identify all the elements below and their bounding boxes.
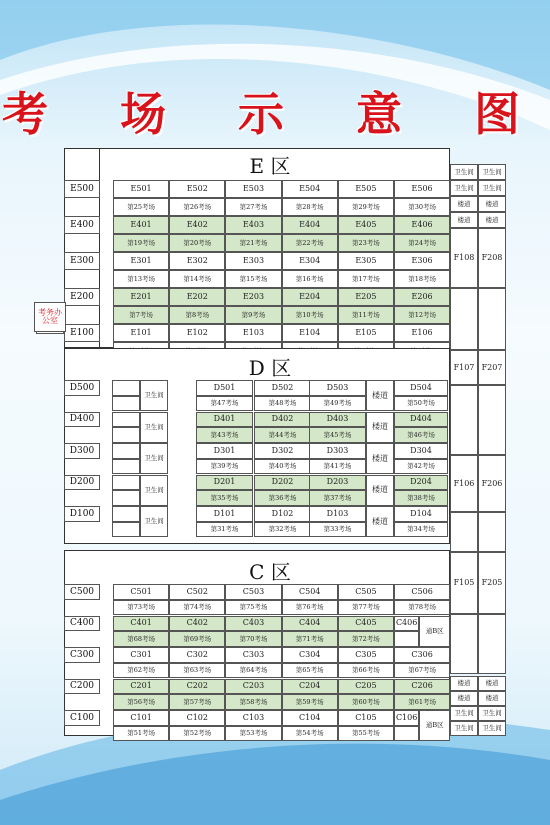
exam-hall: 第61考场 — [394, 694, 450, 710]
room-number: C105 — [338, 710, 394, 726]
floor-label: D300 — [64, 443, 100, 459]
room-number: E402 — [169, 216, 225, 234]
stair-label: 楼道 — [478, 691, 506, 706]
exam-hall: 第77考场 — [338, 600, 394, 616]
washroom-label: 卫生间 — [450, 721, 478, 736]
room-number: E102 — [169, 324, 225, 342]
stair-label: 楼道 — [450, 196, 478, 212]
stair-label: 楼道 — [366, 475, 394, 506]
building-label — [450, 614, 478, 674]
room-number: C506 — [394, 584, 450, 600]
stair-cell — [112, 459, 140, 475]
room-number: D401 — [196, 412, 253, 428]
room-number: E103 — [225, 324, 281, 342]
exam-hall: 第24考场 — [394, 234, 450, 252]
building-label — [478, 512, 506, 552]
room-number: E505 — [338, 180, 394, 198]
room-number: D302 — [254, 443, 311, 459]
section-c-title: C 区 — [249, 560, 291, 584]
room-number: E206 — [394, 288, 450, 306]
floor-label: D100 — [64, 506, 100, 522]
room-number: D301 — [196, 443, 253, 459]
exam-hall: 第34考场 — [394, 522, 448, 538]
room-number: C102 — [169, 710, 225, 726]
exam-hall: 第11考场 — [338, 306, 394, 324]
exam-hall: 第25考场 — [113, 198, 169, 216]
exam-hall: 第28考场 — [282, 198, 338, 216]
empty-cell — [394, 631, 419, 647]
room-number: D101 — [196, 506, 253, 522]
exam-hall: 第44考场 — [254, 427, 311, 443]
washroom-label: 卫生间 — [478, 180, 506, 196]
stair-cell — [112, 522, 140, 538]
stair-label: 楼道 — [478, 196, 506, 212]
room-number: E404 — [282, 216, 338, 234]
room-number: D404 — [394, 412, 448, 428]
room-number: D403 — [309, 412, 366, 428]
exam-hall: 第63考场 — [169, 663, 225, 679]
room-number: E305 — [338, 252, 394, 270]
room-number: E204 — [282, 288, 338, 306]
room-number: C402 — [169, 616, 225, 632]
exam-hall: 第22考场 — [282, 234, 338, 252]
room-number: E302 — [169, 252, 225, 270]
room-number: C505 — [338, 584, 394, 600]
exam-hall: 第33考场 — [309, 522, 366, 538]
room-number: E301 — [113, 252, 169, 270]
exam-hall: 第69考场 — [169, 631, 225, 647]
floor-label: D200 — [64, 475, 100, 491]
exam-hall: 第10考场 — [282, 306, 338, 324]
exam-hall: 第43考场 — [196, 427, 253, 443]
washroom-label: 卫生间 — [450, 706, 478, 721]
empty-cell — [394, 726, 419, 742]
exam-hall: 第31考场 — [196, 522, 253, 538]
exam-hall: 第52考场 — [169, 726, 225, 742]
building-label — [450, 385, 478, 455]
room-number: E506 — [394, 180, 450, 198]
stair-label: 楼道 — [366, 412, 394, 443]
room-number: E405 — [338, 216, 394, 234]
room-number: C502 — [169, 584, 225, 600]
room-number: D104 — [394, 506, 448, 522]
room-number: E304 — [282, 252, 338, 270]
building-label — [450, 288, 478, 350]
exam-hall: 第9考场 — [225, 306, 281, 324]
stair-cell — [112, 427, 140, 443]
exam-hall: 第8考场 — [169, 306, 225, 324]
room-number: C104 — [282, 710, 338, 726]
floor-label: C500 — [64, 584, 100, 600]
floor-label: C300 — [64, 647, 100, 663]
building-label: F105 — [450, 552, 478, 614]
exam-hall: 第27考场 — [225, 198, 281, 216]
exam-hall: 第67考场 — [394, 663, 450, 679]
stair-label: 楼道 — [478, 212, 506, 228]
building-label — [478, 385, 506, 455]
room-number: C501 — [113, 584, 169, 600]
room-number: C405 — [338, 616, 394, 632]
room-number: C403 — [225, 616, 281, 632]
room-number: E201 — [113, 288, 169, 306]
exam-hall: 第70考场 — [225, 631, 281, 647]
room-number: C303 — [225, 647, 281, 663]
building-label: F108 — [450, 228, 478, 288]
room-number: E303 — [225, 252, 281, 270]
room-number: C106 — [394, 710, 419, 726]
room-number: E501 — [113, 180, 169, 198]
exam-hall: 第12考场 — [394, 306, 450, 324]
room-number: C103 — [225, 710, 281, 726]
building-label: F206 — [478, 455, 506, 512]
floor-label: E400 — [64, 216, 100, 234]
exam-hall: 第32考场 — [254, 522, 311, 538]
room-number: C305 — [338, 647, 394, 663]
room-number: D402 — [254, 412, 311, 428]
washroom-label: 卫生间 — [478, 721, 506, 736]
room-number: D204 — [394, 475, 448, 491]
building-label — [450, 512, 478, 552]
room-number: E203 — [225, 288, 281, 306]
floor-label: C400 — [64, 616, 100, 632]
room-number: E306 — [394, 252, 450, 270]
exam-hall: 第65考场 — [282, 663, 338, 679]
exam-hall: 第75考场 — [225, 600, 281, 616]
exam-hall: 第51考场 — [113, 726, 169, 742]
room-number: D501 — [196, 380, 253, 396]
room-number: E205 — [338, 288, 394, 306]
pass-to-b: 通B区 — [419, 616, 450, 647]
room-number: D102 — [254, 506, 311, 522]
room-number: D503 — [309, 380, 366, 396]
room-number: C201 — [113, 679, 169, 695]
exam-hall: 第13考场 — [113, 270, 169, 288]
exam-hall: 第64考场 — [225, 663, 281, 679]
room-number: D103 — [309, 506, 366, 522]
room-number: C404 — [282, 616, 338, 632]
exam-hall: 第60考场 — [338, 694, 394, 710]
section-e-stair — [64, 148, 100, 348]
exam-hall: 第53考场 — [225, 726, 281, 742]
exam-hall: 第48考场 — [254, 396, 311, 412]
room-number: D304 — [394, 443, 448, 459]
exam-hall: 第71考场 — [282, 631, 338, 647]
floor-label: C200 — [64, 679, 100, 695]
exam-hall: 第40考场 — [254, 459, 311, 475]
room-number: E104 — [282, 324, 338, 342]
exam-hall: 第45考场 — [309, 427, 366, 443]
washroom-label: 卫生间 — [140, 443, 168, 474]
exam-hall: 第68考场 — [113, 631, 169, 647]
stair-cell — [112, 475, 140, 491]
exam-hall: 第21考场 — [225, 234, 281, 252]
room-number: D203 — [309, 475, 366, 491]
room-number: D504 — [394, 380, 448, 396]
room-number: E202 — [169, 288, 225, 306]
exam-hall: 第47考场 — [196, 396, 253, 412]
floor-label: E500 — [64, 180, 100, 198]
pass-to-b: 通B区 — [419, 710, 450, 741]
exam-hall: 第39考场 — [196, 459, 253, 475]
stair-label: 楼道 — [366, 506, 394, 537]
room-number: E401 — [113, 216, 169, 234]
stair-cell — [112, 443, 140, 459]
exam-hall: 第16考场 — [282, 270, 338, 288]
room-number: C504 — [282, 584, 338, 600]
room-number: E504 — [282, 180, 338, 198]
room-number: C202 — [169, 679, 225, 695]
washroom-label: 卫生间 — [140, 475, 168, 506]
exam-hall: 第56考场 — [113, 694, 169, 710]
room-number: C205 — [338, 679, 394, 695]
floor-label: E300 — [64, 252, 100, 270]
stair-cell — [112, 506, 140, 522]
room-number: C406 — [394, 616, 419, 632]
exam-hall: 第59考场 — [282, 694, 338, 710]
exam-hall: 第35考场 — [196, 490, 253, 506]
stair-cell — [112, 396, 140, 412]
exam-hall: 第58考场 — [225, 694, 281, 710]
stair-label: 楼道 — [450, 676, 478, 691]
washroom-label: 卫生间 — [450, 164, 478, 180]
exam-hall: 第55考场 — [338, 726, 394, 742]
section-d-title: D 区 — [248, 356, 292, 380]
room-number: D201 — [196, 475, 253, 491]
exam-hall: 第18考场 — [394, 270, 450, 288]
washroom-label: 卫生间 — [140, 412, 168, 443]
room-number: D303 — [309, 443, 366, 459]
room-number: C204 — [282, 679, 338, 695]
building-label: F205 — [478, 552, 506, 614]
room-number: C302 — [169, 647, 225, 663]
exam-hall: 第73考场 — [113, 600, 169, 616]
room-number: E406 — [394, 216, 450, 234]
room-number: C301 — [113, 647, 169, 663]
section-e-title: E 区 — [249, 154, 291, 178]
exam-hall: 第49考场 — [309, 396, 366, 412]
room-number: C401 — [113, 616, 169, 632]
stair-label: 楼道 — [366, 443, 394, 474]
exam-hall: 第38考场 — [394, 490, 448, 506]
exam-hall: 第30考场 — [394, 198, 450, 216]
exam-hall: 第29考场 — [338, 198, 394, 216]
floor-label: C100 — [64, 710, 100, 726]
stair-cell — [112, 490, 140, 506]
stair-label: 楼道 — [478, 676, 506, 691]
exam-hall: 第72考场 — [338, 631, 394, 647]
exam-hall: 第74考场 — [169, 600, 225, 616]
room-number: D202 — [254, 475, 311, 491]
washroom-label: 卫生间 — [140, 506, 168, 537]
room-number: C306 — [394, 647, 450, 663]
exam-hall: 第26考场 — [169, 198, 225, 216]
washroom-label: 卫生间 — [450, 180, 478, 196]
exam-hall: 第19考场 — [113, 234, 169, 252]
room-number: E101 — [113, 324, 169, 342]
room-number: C203 — [225, 679, 281, 695]
washroom-label: 卫生间 — [478, 706, 506, 721]
room-number: E106 — [394, 324, 450, 342]
room-number: E503 — [225, 180, 281, 198]
building-label: F106 — [450, 455, 478, 512]
page-title: 考 场 示 意 图 — [1, 87, 549, 141]
building-label: F208 — [478, 228, 506, 288]
exam-hall: 第42考场 — [394, 459, 448, 475]
office-label: 考务办公室 — [34, 302, 66, 332]
exam-hall: 第14考场 — [169, 270, 225, 288]
room-number: E502 — [169, 180, 225, 198]
floor-label: E200 — [64, 288, 100, 306]
exam-hall: 第36考场 — [254, 490, 311, 506]
building-label — [478, 288, 506, 350]
room-number: E403 — [225, 216, 281, 234]
exam-hall: 第20考场 — [169, 234, 225, 252]
stair-label: 楼道 — [366, 380, 394, 411]
exam-hall: 第7考场 — [113, 306, 169, 324]
room-number: C304 — [282, 647, 338, 663]
room-number: C503 — [225, 584, 281, 600]
exam-hall: 第76考场 — [282, 600, 338, 616]
exam-hall: 第66考场 — [338, 663, 394, 679]
building-label: F207 — [478, 350, 506, 385]
building-label: F107 — [450, 350, 478, 385]
exam-hall: 第17考场 — [338, 270, 394, 288]
exam-hall: 第46考场 — [394, 427, 448, 443]
washroom-label: 卫生间 — [478, 164, 506, 180]
exam-hall: 第15考场 — [225, 270, 281, 288]
exam-hall: 第23考场 — [338, 234, 394, 252]
washroom-label: 卫生间 — [140, 380, 168, 411]
stair-label: 楼道 — [450, 212, 478, 228]
exam-hall: 第78考场 — [394, 600, 450, 616]
stair-cell — [112, 412, 140, 428]
stair-cell — [112, 380, 140, 396]
room-number: C206 — [394, 679, 450, 695]
building-label — [478, 614, 506, 674]
floor-label: D400 — [64, 412, 100, 428]
floor-label: D500 — [64, 380, 100, 396]
exam-hall: 第62考场 — [113, 663, 169, 679]
exam-hall: 第50考场 — [394, 396, 448, 412]
exam-hall: 第37考场 — [309, 490, 366, 506]
exam-hall: 第54考场 — [282, 726, 338, 742]
room-number: D502 — [254, 380, 311, 396]
exam-hall: 第57考场 — [169, 694, 225, 710]
floor-label: E100 — [64, 324, 100, 342]
room-number: E105 — [338, 324, 394, 342]
room-number: C101 — [113, 710, 169, 726]
stair-label: 楼道 — [450, 691, 478, 706]
exam-hall: 第41考场 — [309, 459, 366, 475]
